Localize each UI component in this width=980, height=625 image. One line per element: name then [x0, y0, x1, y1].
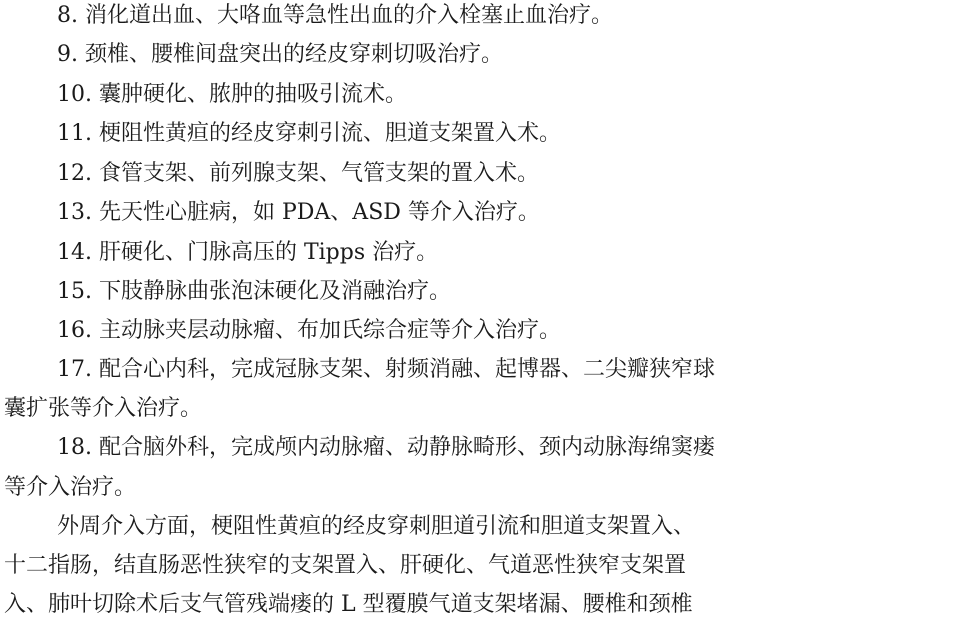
- paragraph-line: 十二指肠，结直肠恶性狭窄的支架置入、肝硬化、气道恶性狭窄支架置: [4, 553, 687, 578]
- list-item-14: 14. 肝硬化、门脉高压的 Tipps 治疗。: [57, 240, 439, 265]
- list-item-16: 16. 主动脉夹层动脉瘤、布加氏综合症等介入治疗。: [57, 318, 561, 343]
- list-item-17-continued: 囊扩张等介入治疗。: [4, 396, 203, 421]
- list-item-15: 15. 下肢静脉曲张泡沫硬化及消融治疗。: [57, 279, 451, 304]
- paragraph-line: 入、肺叶切除术后支气管残端瘘的 L 型覆膜气道支架堵漏、腰椎和颈椎: [4, 592, 693, 617]
- list-item-10: 10. 囊肿硬化、脓肿的抽吸引流术。: [57, 82, 407, 107]
- list-item-18-continued: 等介入治疗。: [4, 475, 137, 500]
- list-item-11: 11. 梗阻性黄疸的经皮穿刺引流、胆道支架置入术。: [57, 121, 561, 146]
- list-item-8: 8. 消化道出血、大咯血等急性出血的介入栓塞止血治疗。: [57, 3, 613, 28]
- list-item-13: 13. 先天性心脏病，如 PDA、ASD 等介入治疗。: [57, 200, 540, 225]
- list-item-18: 18. 配合脑外科，完成颅内动脉瘤、动静脉畸形、颈内动脉海绵窦瘘: [57, 435, 715, 460]
- list-item-9: 9. 颈椎、腰椎间盘突出的经皮穿刺切吸治疗。: [57, 42, 503, 67]
- list-item-17: 17. 配合心内科，完成冠脉支架、射频消融、起博器、二尖瓣狭窄球: [57, 357, 715, 382]
- paragraph-line: 外周介入方面，梗阻性黄疸的经皮穿刺胆道引流和胆道支架置入、: [57, 514, 696, 539]
- list-item-12: 12. 食管支架、前列腺支架、气管支架的置入术。: [57, 161, 539, 186]
